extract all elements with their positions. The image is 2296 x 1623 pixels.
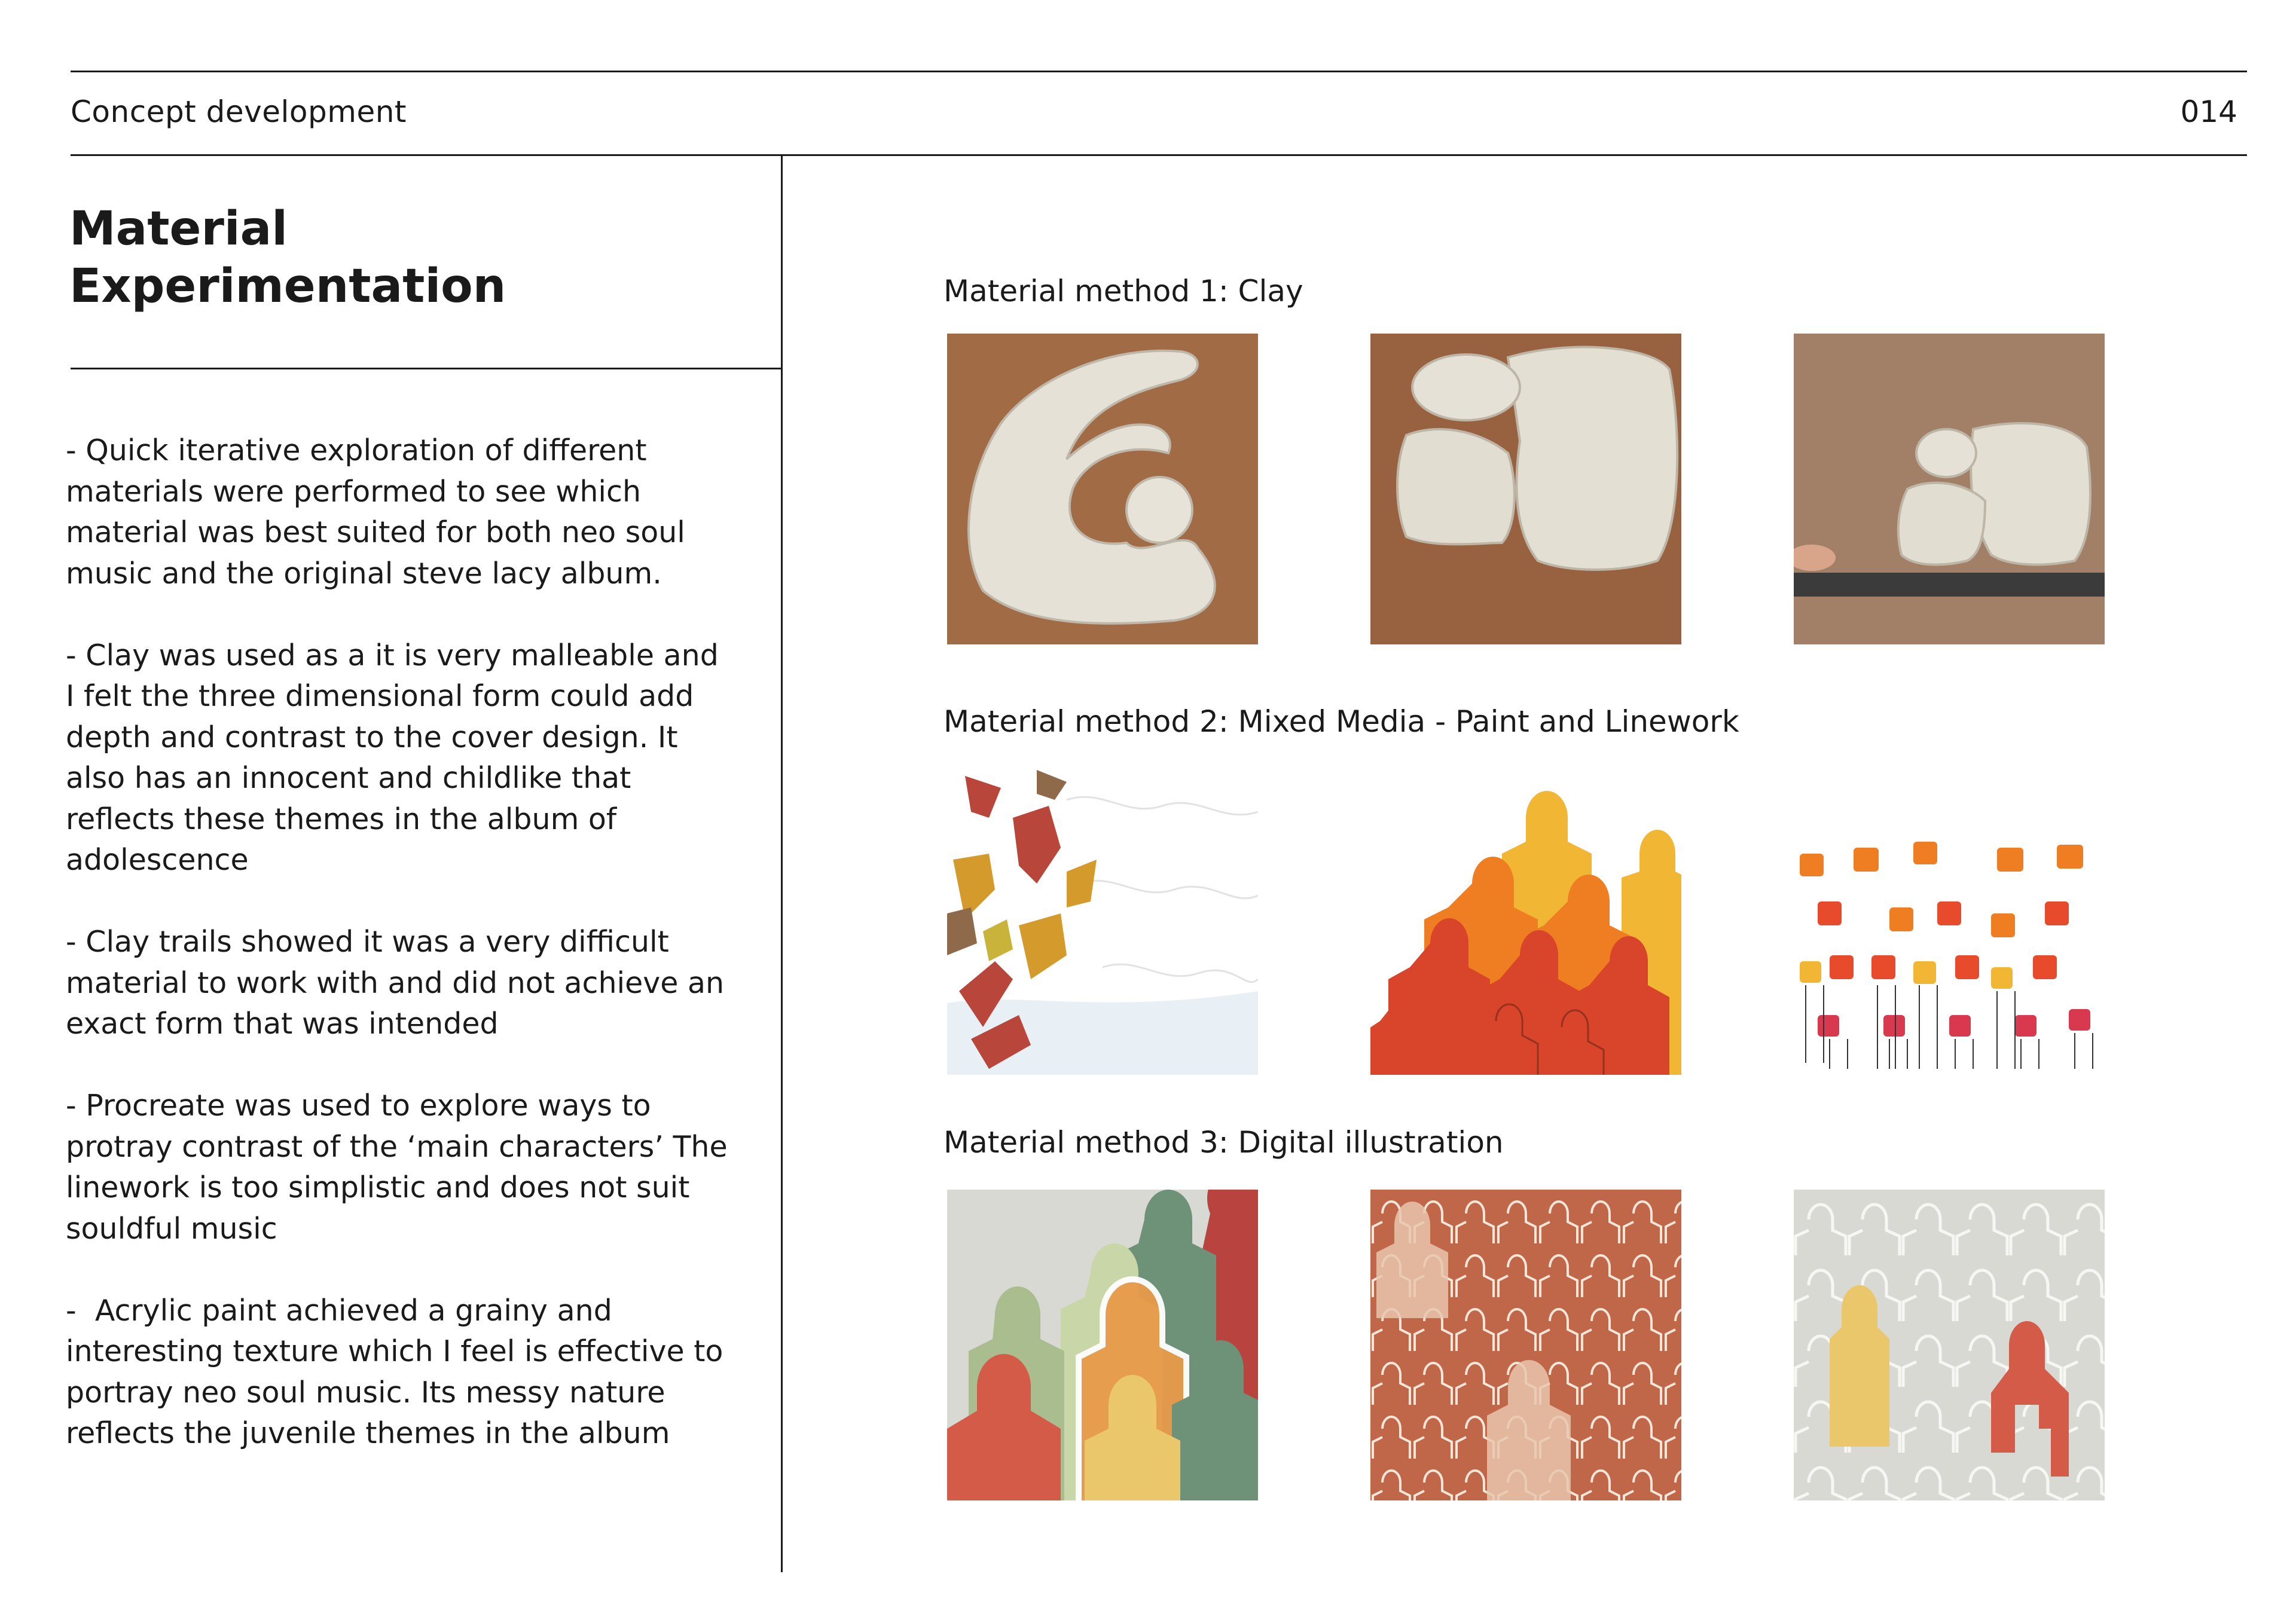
note-item: - Clay trails showed it was a very difficult material to work with and did not achieve an exact form that was intended — [66, 925, 734, 1041]
section-label-clay: Material method 1: Clay — [944, 274, 1303, 308]
section-label-mixed-media: Material method 2: Mixed Media - Paint and Linework — [944, 704, 1739, 739]
title-line-2: Experimentation — [69, 259, 506, 313]
title-line-1: Material — [69, 202, 288, 256]
section-header: Concept development — [71, 94, 407, 129]
note-item: - Acrylic paint achieved a grainy and interesting texture which I feel is effective to portray neo soul music. Its messy nature reflects the juvenile themes in the album — [66, 1293, 732, 1450]
clay-photo-2 — [1370, 334, 1681, 644]
clay-photo-3 — [1794, 334, 2105, 644]
clay-photo-1 — [947, 334, 1258, 644]
section-label-digital: Material method 3: Digital illustration — [944, 1125, 1504, 1160]
page-number: 014 — [2180, 94, 2237, 129]
header-rule — [71, 154, 2247, 156]
column-divider — [781, 154, 783, 1572]
top-rule — [71, 71, 2247, 72]
mixed-media-artwork-2 — [1370, 764, 1681, 1075]
note-item: - Clay was used as a it is very malleable and I felt the three dimensional form could add depth and contrast to the cover design. It also has an innocent and childlike that reflects these themes in the album of adolescence — [66, 638, 728, 877]
title-rule — [71, 368, 781, 369]
note-item: - Quick iterative exploration of different materials were performed to see which material was best suited for both neo soul music and the original steve lacy album. — [66, 433, 695, 591]
digital-illustration-3 — [1794, 1190, 2105, 1500]
digital-illustration-1 — [947, 1190, 1258, 1500]
page-title — [69, 200, 506, 315]
notes-list — [66, 430, 735, 1495]
note-item: - Procreate was used to explore ways to protray contrast of the ‘main characters’ The linework is too simplistic and does not suit souldful music — [66, 1089, 737, 1246]
mixed-media-artwork-3 — [1794, 764, 2105, 1075]
digital-illustration-2 — [1370, 1190, 1681, 1500]
mixed-media-artwork-1 — [947, 764, 1258, 1075]
